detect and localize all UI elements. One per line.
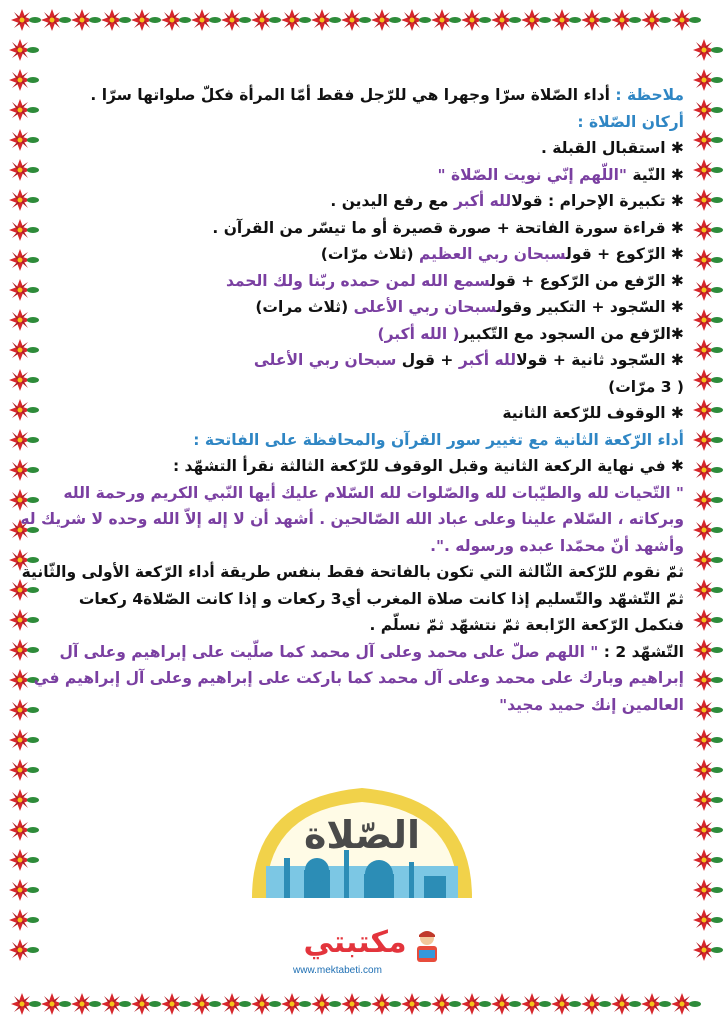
third-rakaa-line: ثمّ نقوم للرّكعة الثّالثة التي تكون بالفاتحة فقط بنفس طريقة أداء الرّكعة الأولى والثّانية <box>21 563 684 581</box>
logo-title: الصّلاة <box>303 813 421 857</box>
tashahhud2-line: إبراهيم وبارك على محمد وعلى آل محمد كما باركت على إبراهيم وعلى آل إبراهيم في <box>33 669 684 687</box>
tashahhud-line: " التّحيات لله والطيّبات لله والصّلوات لله السّلام عليك أيها النّبي الكريم ورحمة الله <box>63 483 684 502</box>
note-text: أداء الصّلاة سرّا وجهرا هي للرّجل فقط أمّا المرأة فكلّ صلواتها سرّا . <box>90 86 616 104</box>
list-item: ✱ السّجود + التكبير وقولسبحان ربي الأعلى (ثلاث مرات) <box>255 298 684 316</box>
note-line <box>44 82 684 109</box>
list-item: ✱ الوقوف للرّكعة الثانية <box>502 404 684 422</box>
list-item: ✱ الرّكوع + قولسبحان ربي العظيم (ثلاث مرّات) <box>320 245 684 263</box>
list-item: ✱ تكبيرة الإحرام : قولالله أكبر مع رفع اليدين . <box>330 192 684 210</box>
brand-url: www.mektabeti.com <box>293 965 382 976</box>
tashahhud-line: وبركاته ، السّلام علينا وعلى عباد الله الصّالحين . أشهد أن لا إله إلاّ الله وحده لا شريك له <box>20 510 684 528</box>
list-item-continuation: ( 3 مرّات) <box>608 377 684 396</box>
third-rakaa-line: ثمّ التّشهّد والتّسليم إذا كانت صلاة المغرب أي3 ركعات و إذا كانت الصّلاة4 ركعات <box>78 589 684 608</box>
salat-logo <box>244 780 480 900</box>
third-rakaa-line: فنكمل الرّكعة الرّابعة ثمّ نتشهّد ثمّ نسلّم . <box>369 616 684 634</box>
pillars-title: أركان الصّلاة : <box>577 112 684 131</box>
list-item: ✱ استقبال القبلة . <box>540 139 684 157</box>
tashahhud2-line: العالمين إنك حميد مجيد" <box>499 695 684 714</box>
list-item: ✱ قراءة سورة الفاتحة + صورة قصيرة أو ما تيسّر من القرآن . <box>212 218 684 237</box>
list-item: ✱ السّجود ثانية + قولالله أكبر + قول سبحان ربي الأعلى <box>253 351 684 369</box>
tashahhud2-label: التّشهّد 2 : <box>598 642 684 661</box>
note-label: ملاحظة : <box>615 86 684 104</box>
list-item: ✱الرّفع من السجود مع التّكبير( الله أكبر) <box>377 324 684 343</box>
brand-logo <box>285 925 445 985</box>
list-item: ✱ النّية "اللّهم إنّي نويت الصّلاة " <box>437 165 684 184</box>
tashahhud-intro: ✱ في نهاية الركعة الثانية وقبل الوقوف للرّكعة الثالثة نقرأ التشهّد : <box>172 457 684 475</box>
second-rakaa-heading: أداء الرّكعة الثانية مع تغيير سور القرآن والمحافظة على الفاتحة : <box>193 430 684 449</box>
brand-name: مكتبتي <box>303 925 407 960</box>
reading-child-icon <box>413 929 441 965</box>
list-item: ✱ الرّفع من الرّكوع + قولسمع الله لمن حمده ربّنا ولك الحمد <box>225 271 684 290</box>
tashahhud2-line: التّشهّد 2 : " اللهم صلّ على محمد وعلى آل محمد كما صلّيت على إبراهيم وعلى آل <box>59 642 684 661</box>
tashahhud-line: وأشهد أنّ محمّدا عبده ورسوله .". <box>430 536 684 555</box>
